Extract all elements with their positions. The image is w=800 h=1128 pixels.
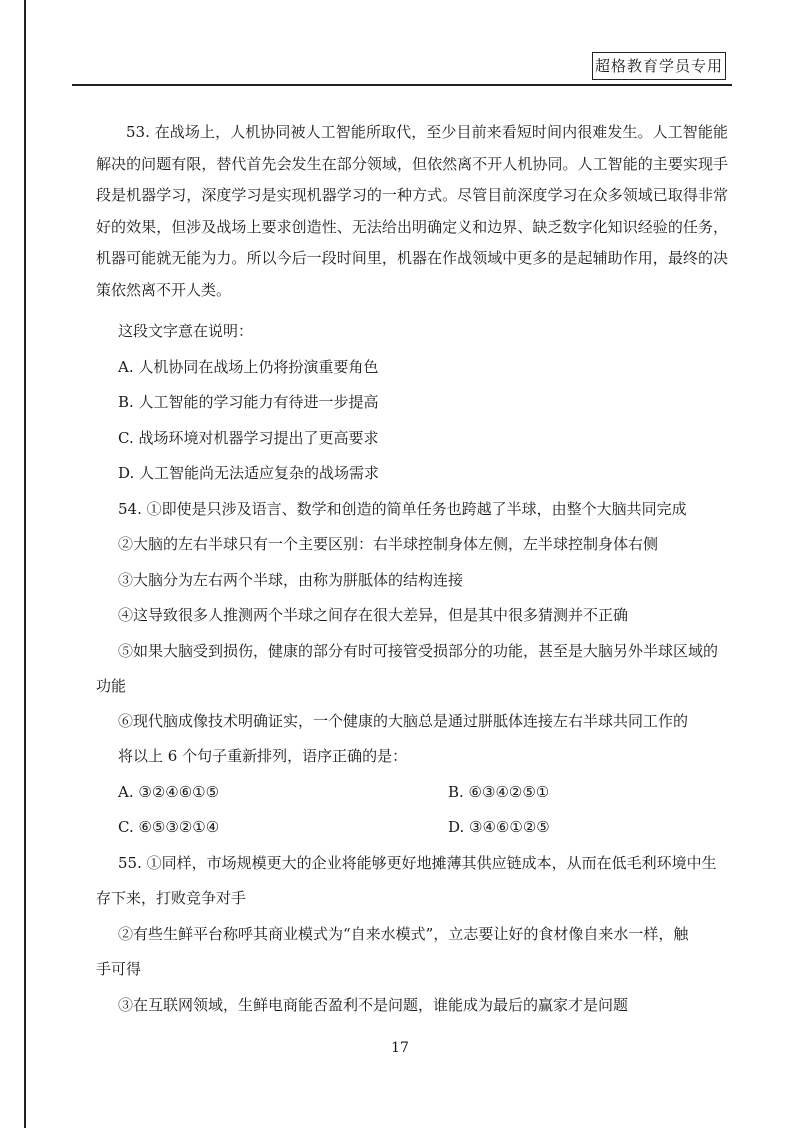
q54-option-a: A. ③②④⑥①⑤ — [118, 782, 220, 801]
header-tag: 超格教育学员专用 — [592, 52, 726, 80]
q53-prompt: 这段文字意在说明： — [118, 322, 254, 340]
page-content — [96, 117, 728, 1023]
q54-sentence-5: ⑤如果大脑受到损伤，健康的部分有时可接管受损部分的功能，甚至是大脑另外半球区域的功能 — [96, 641, 719, 695]
q53-option-a: A. 人机协同在战场上仍将扮演重要角色 — [118, 357, 379, 376]
q54-sentence-2: ②大脑的左右半球只有一个主要区别：右半球控制身体左侧，左半球控制身体右侧 — [118, 535, 659, 553]
q54-sentence-6: ⑥现代脑成像技术明确证实，一个健康的大脑总是通过胼胝体连接左右半球共同工作的 — [118, 711, 689, 730]
page-number: 17 — [391, 1040, 409, 1056]
q55-sentence-2: ②有些生鲜平台称呼其商业模式为“自来水模式”，立志要让好的食材像自来水一样，触 — [118, 924, 689, 943]
scan-edge-line — [24, 0, 26, 1128]
q53-option-c: C. 战场环境对机器学习提出了更高要求 — [118, 428, 379, 447]
q54-sentence-1: 54. ①即使是只涉及语言、数学和创造的简单任务也跨越了半球，由整个大脑共同完成 — [118, 499, 687, 518]
q54-sentence-4: ④这导致很多人推测两个半球之间存在很大差异，但是其中很多猜测并不正确 — [118, 606, 629, 624]
q53-option-d: D. 人工智能尚无法适应复杂的战场需求 — [118, 464, 380, 482]
q55-sentence-3: ③在互联网领域，生鲜电商能否盈利不是问题，谁能成为最后的赢家才是问题 — [118, 995, 629, 1014]
q55-sentence-2-cont: 手可得 — [96, 960, 142, 978]
header-divider — [72, 84, 732, 86]
q54-option-d: D. ③④⑥①②⑤ — [448, 818, 550, 836]
q54-options-row-2 — [96, 810, 728, 846]
q55-sentence-1-cont: 存下来，打败竞争对手 — [96, 889, 247, 907]
q54-sentence-3: ③大脑分为左右两个半球，由称为胼胝体的结构连接 — [118, 570, 464, 589]
q54-options-row-1 — [96, 775, 728, 811]
q55-sentence-1: 55. ①同样，市场规模更大的企业将能够更好地摊薄其供应链成本，从而在低毛利环境中生 — [118, 853, 717, 872]
q54-prompt: 将以上 6 个句子重新排列，语序正确的是： — [118, 747, 408, 765]
q54-option-b: B. ⑥③④②⑤① — [448, 782, 550, 801]
q53-option-b: B. 人工智能的学习能力有待进一步提高 — [118, 393, 379, 411]
q53-stem: 53. 在战场上，人机协同被人工智能所取代，至少目前来看短时间内很难发生。人工智能能解决的问题有限，替代首先会发生在部分领域，但依然离不开人机协同。人工智能的主要实现手段是机器学习，深度学习是实现机器学习的一种方式。尽管目前深度学习在众多领域已取得非常好的效果，但涉及战场上要求创造性、无法给出明确定义和边界、缺乏数字化知识经验的任务，机器可能就无能为力。所以今后一段时间里，机器在作战领域中更多的是起辅助作用，最终的决策依然离不开人类。 — [96, 123, 728, 299]
q54-option-c: C. ⑥⑤③②①④ — [118, 818, 220, 836]
